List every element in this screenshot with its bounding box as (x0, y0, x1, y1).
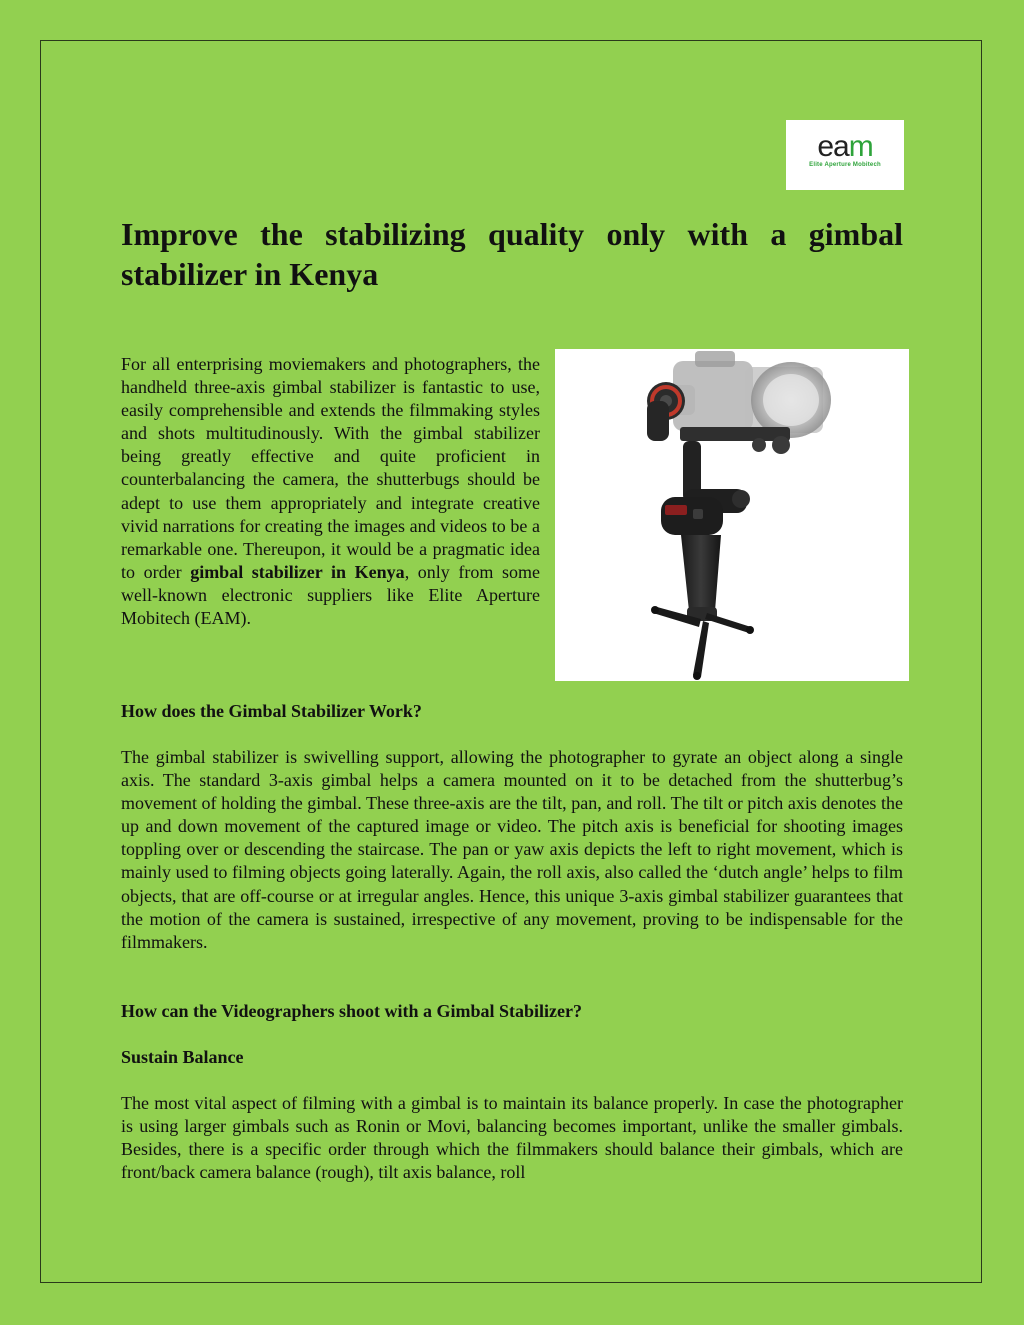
gimbal-illustration (555, 349, 909, 681)
page-title: Improve the stabilizing quality only with a gimbal stabilizer in Kenya (121, 216, 903, 292)
heading-sustain-balance: Sustain Balance (121, 1047, 244, 1067)
intro-text-after: , only from some well-known electronic suppliers like Elite Aperture Mobitech (EAM). (121, 561, 540, 629)
sustain-balance-paragraph: The most vital aspect of filming with a gimbal is to maintain its balance properly. In case the photographer is using larger gimbals such as Ronin or Movi, balancing becomes important, unlike the smaller gimbals. Besides, there is a specific order through which the filmmakers should balance their gimbals, which are front/back camera balance (rough), tilt axis balance, roll (121, 1093, 903, 1183)
how-gimbal-works-paragraph: The gimbal stabilizer is swivelling support, allowing the photographer to gyrate an object along a single axis. The standard 3-axis gimbal helps a camera mounted on it to be detached from the shutterbug’s movement of holding the gimbal. These three-axis are the tilt, pan, and roll. The tilt or pitch axis denotes the up and down movement of the captured image or video. The pitch axis is beneficial for shooting images toppling over or descending the staircase. The pan or yaw axis depicts the left to right movement, which is mainly used to filming objects going laterally. Again, the roll axis, also called the ‘dutch angle’ helps to film objects, that are off-course or at irregular angles. Hence, this unique 3-axis gimbal stabilizer guarantees that the motion of the camera is sustained, irrespective of any movement, proving to be indispensable for the filmmakers. (121, 747, 903, 952)
heading-how-gimbal-works: How does the Gimbal Stabilizer Work? (121, 701, 422, 721)
intro-keyword-bold: gimbal stabilizer in Kenya (190, 561, 405, 582)
company-logo (786, 120, 904, 190)
intro-paragraph (121, 353, 540, 630)
intro-text-before: For all enterprising moviemakers and photographers, the handheld three-axis gimbal stabilizer is fantastic to use, easily comprehensible and extends the filmmaking styles and shots multitudinously. With the gimbal stabilizer being greatly effective and quite proficient in counterbalancing the camera, the shutterbugs should be adept to use them appropriately and integrate creative vivid narrations for creating the images and videos to be a remarkable one. Thereupon, it would be a pragmatic idea to order (121, 354, 540, 582)
logo-tagline: Elite Aperture Mobitech (809, 162, 881, 168)
heading-how-videographers-shoot: How can the Videographers shoot with a Gimbal Stabilizer? (121, 1001, 583, 1021)
logo-mark: eam (817, 130, 873, 163)
gimbal-product-image (555, 349, 909, 681)
